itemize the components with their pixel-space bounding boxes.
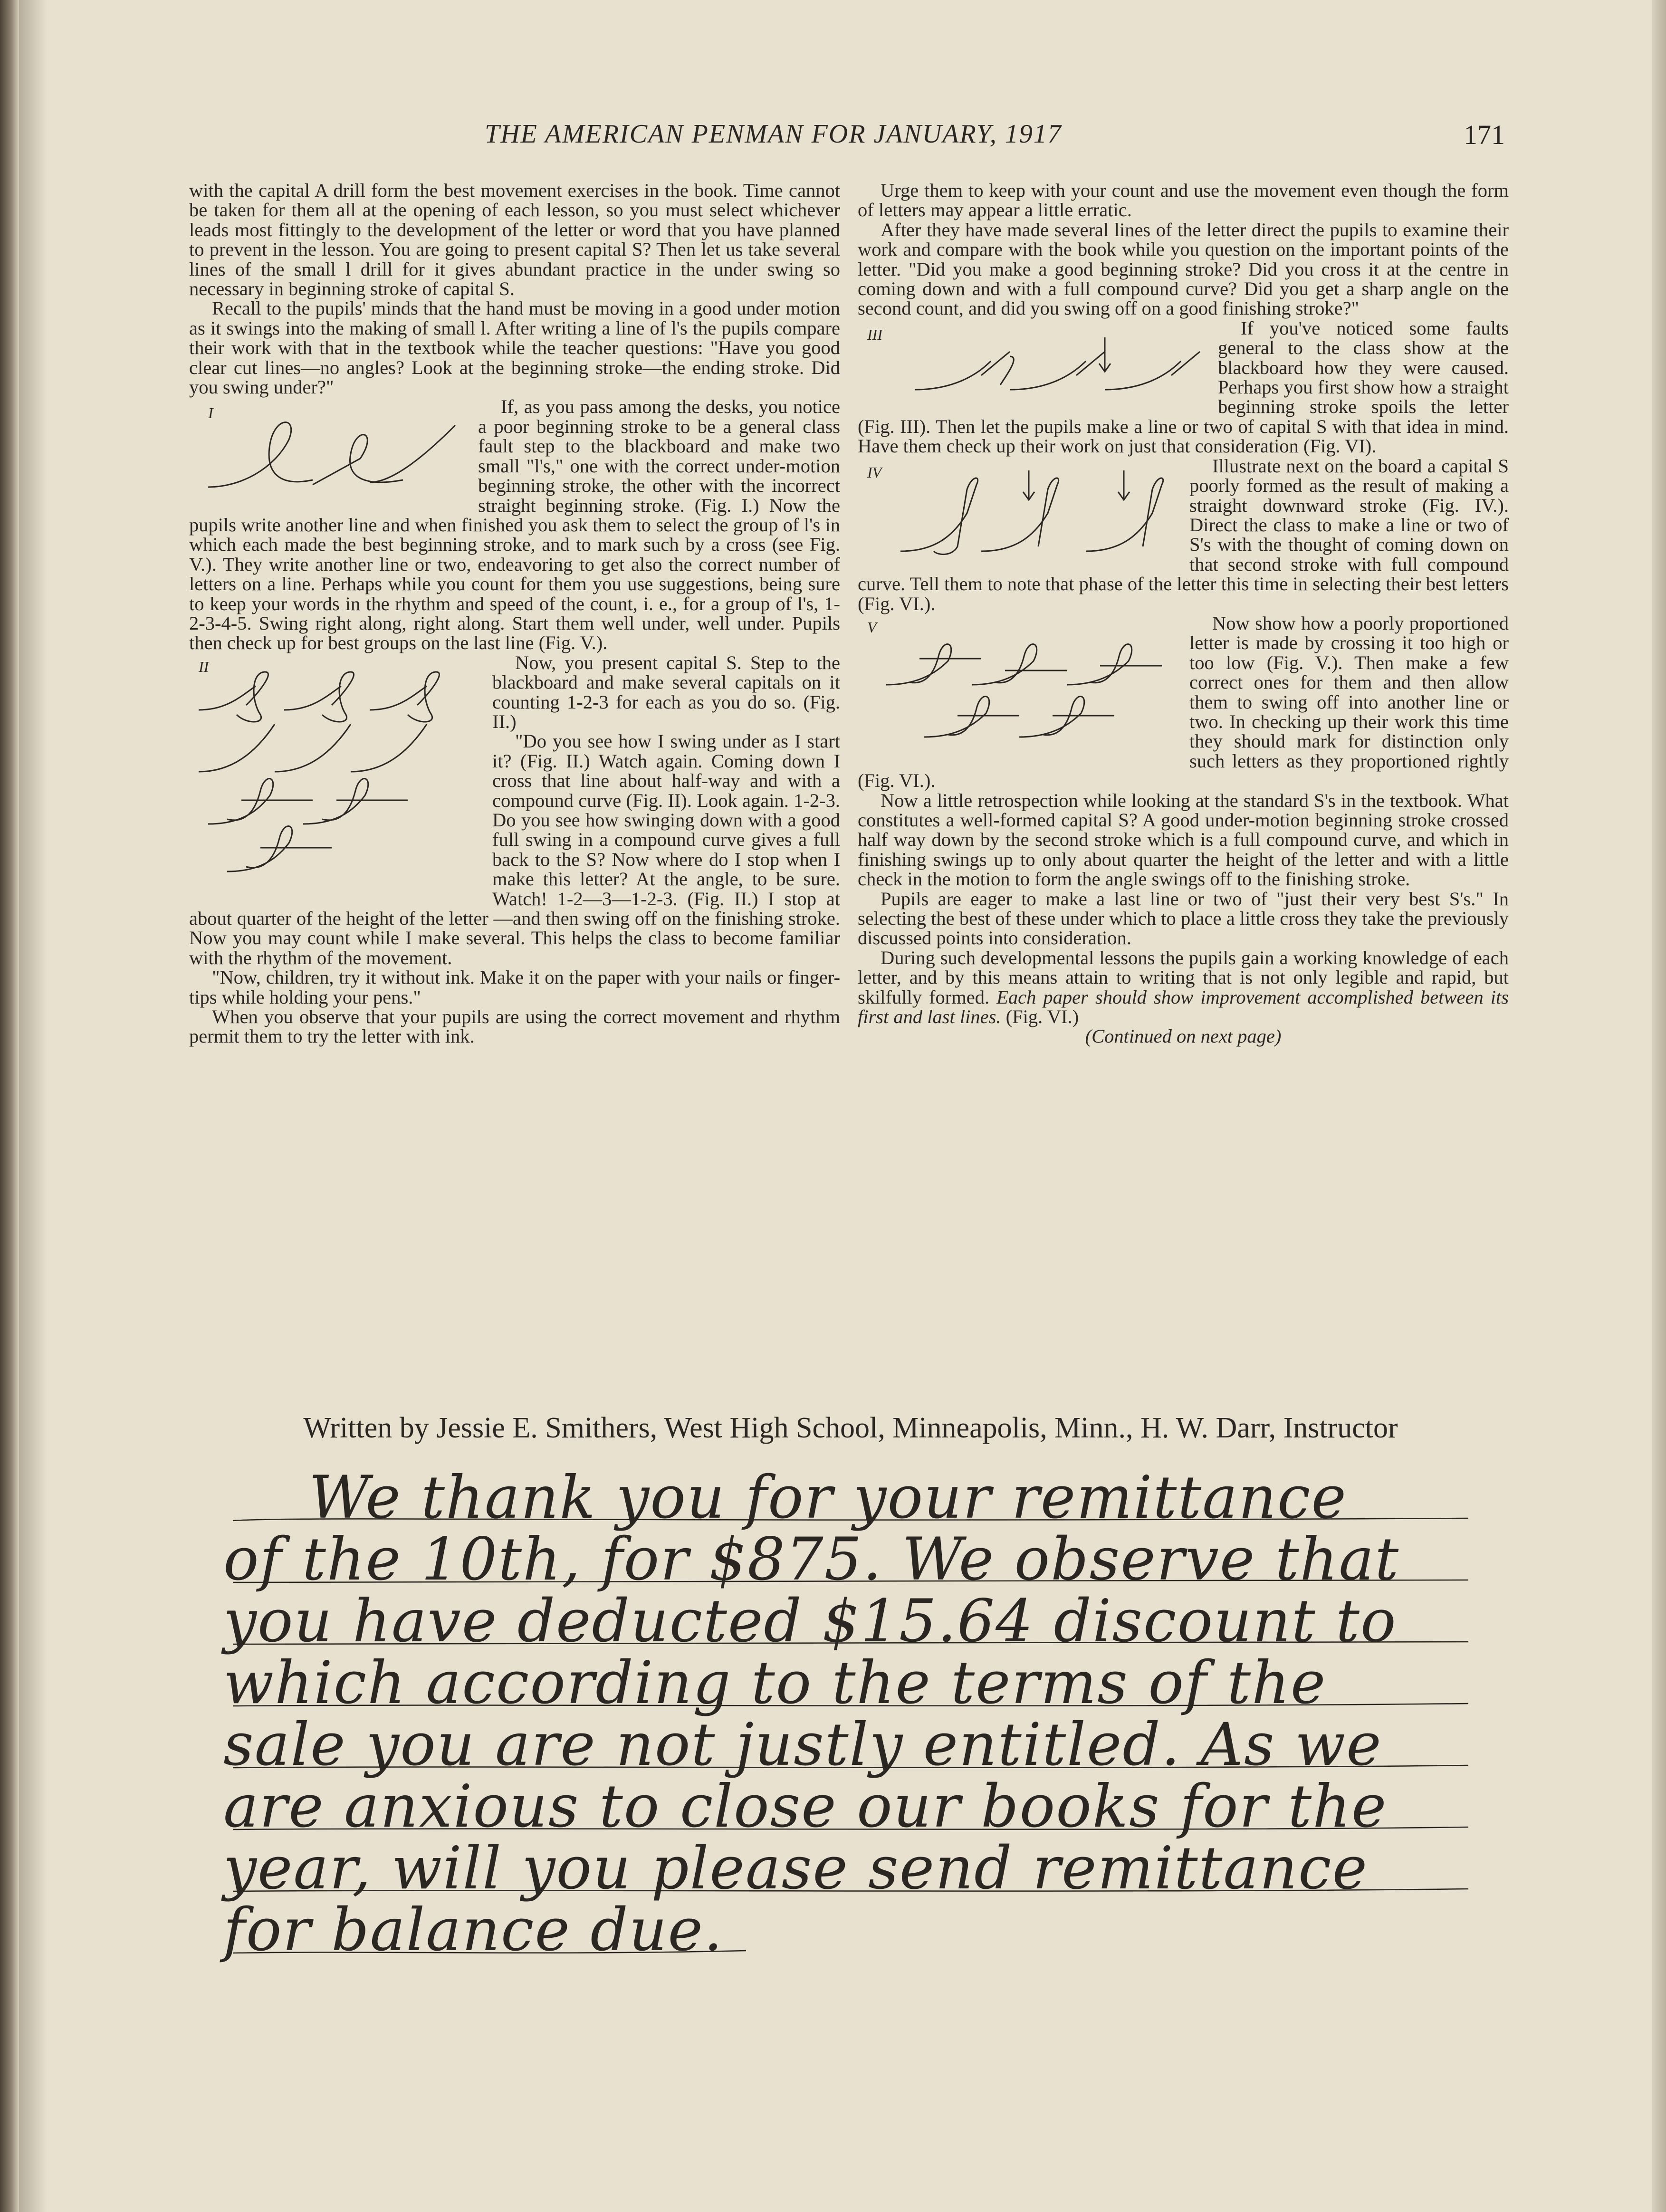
paragraph: "Now, children, try it without ink. Make it on the paper with your nails or finger-tips while holding your pens.": [189, 967, 840, 1008]
paragraph: If you've noticed some faults general to the class show at the blackboard how they were caused. Perhaps you first show how a straight beginning stroke spoils the letter (Fig. III). Then let the pupils make a line or two of capital S with that idea in mind. Have them check up their work on just that consideration (Fig. VI).: [858, 317, 1509, 457]
penmanship-sample: [223, 1464, 1487, 2001]
paragraph: If, as you pass among the desks, you notice a poor beginning stroke to be a general class fault step to the blackboard and make two small "l's," one with the correct under-motion beginning stroke, the other with the incorrect straight beginning stroke. (Fig. I.) Now the pupils write another line and when finished you ask them to select the group of l's in which each made the best beginning stroke, and to mark such by a cross (see Fig. V.). They write another line or two, endeavoring to get also the correct number of letters on a line. Perhaps while you count for them you use suggestions, being sure to keep your words in the rhythm and speed of the count, i. e., for a group of l's, 1-2-3-4-5. Swing right along, right along. Start them well under, well under. Pupils then check up for best groups on the last line (Fig. V.).: [189, 396, 840, 654]
figure-5-drawing: [858, 613, 1181, 751]
paragraph: Now, you present capital S. Step to the blackboard and make several capitals on it counting 1-2-3 for each as you do so. (Fig. II.): [492, 651, 840, 732]
s-poor-2: [981, 478, 1059, 551]
under-swing-strokes: [199, 724, 427, 772]
figure-2: [189, 653, 484, 891]
figure-5: [858, 613, 1181, 751]
figure-1-label: I: [208, 404, 213, 422]
figure-5-label: V: [867, 618, 877, 636]
capital-s-2: [284, 672, 354, 722]
capital-s-crossing-3: [227, 826, 332, 871]
paragraph: Now show how a poorly proportioned letter is made by crossing it too high or too low (Fig. V.). Then make a few correct ones for them and then allow them to swing off into another line or two. In checking up their work this time they should mark for distinction only such letters as they proportioned rightly (Fig. VI.).: [858, 612, 1509, 792]
arrow-down-icon: [1118, 470, 1130, 500]
script-line-3: you have deducted $15.64 discount to: [223, 1587, 1397, 1656]
spine-shadow: [19, 0, 48, 2212]
swing-stroke: [370, 425, 455, 482]
script-line-7: year, will you please send remittance: [223, 1834, 1368, 1903]
figure-4-drawing: [858, 456, 1181, 570]
figure-3: [858, 318, 1209, 413]
capital-s-3: [370, 672, 439, 722]
figure-3-drawing: [858, 318, 1209, 413]
paragraph: [858, 948, 1509, 1027]
s-straight-2: [1010, 352, 1105, 390]
script-line-1: We thank you for your remittance: [309, 1464, 1347, 1532]
figure-2-label: II: [199, 658, 209, 675]
paragraph-text: During such developmental lessons the pupils gain a working knowledge of each letter, and by this means attain to writing that is not only legible and rapid, but skilfully formed.: [858, 947, 1509, 1008]
figure-4-label: IV: [867, 463, 882, 481]
emphasis-text: Each paper should show improvement accomplished between its first and last lines.: [858, 986, 1509, 1028]
author-credit: Written by Jessie E. Smithers, West High School, Minneapolis, Minn., H. W. Darr, Instructor: [303, 1412, 1398, 1444]
book-gutter: [0, 0, 19, 2212]
script-line-5: sale you are not justly entitled. As we: [223, 1711, 1382, 1779]
s-proportion-5: [1019, 696, 1114, 737]
arrow-down-icon: [1023, 470, 1034, 500]
paragraph: When you observe that your pupils are using the correct movement and rhythm permit them to try the letter with ink.: [189, 1006, 840, 1047]
paragraph: with the capital A drill form the best movement exercises in the book. Time cannot be taken for them all at the opening of each lesson, so you must select whichever leads most fittingly to the development of the letter or word that you have planned to prevent in the lesson. You are going to present capital S? Then let us take several lines of the small l drill for it gives abundant practice in the under swing so necessary in beginning stroke of capital S.: [189, 180, 840, 300]
right-column: [858, 181, 1509, 1046]
running-title: THE AMERICAN PENMAN FOR JANUARY, 1917: [485, 119, 1062, 149]
capital-s-crossing-2: [303, 778, 408, 824]
s-proportion-4: [924, 696, 1019, 737]
script-line-8: for balance due.: [223, 1896, 724, 1964]
paragraph: Recall to the pupils' minds that the hand must be moving in a good under motion as it swings into the making of small l. After writing a line of l's the pupils compare their work with that in the textbook while the teacher questions: "Have you good clear cut lines—no angles? Look at the beginning stroke—the ending stroke. Did you swing under?": [189, 297, 840, 398]
s-proportion-1: [886, 644, 981, 684]
s-proportion-2: [972, 644, 1067, 684]
capital-s-1: [199, 672, 268, 722]
paragraph: Now a little retrospection while looking at the standard S's in the textbook. What constitutes a well-formed capital S? A good under-motion beginning stroke crossed half way down by the second stroke which is a full compound curve, and which in finishing swings up to only about quarter the height of the letter and with a little check in the motion to form the angle swings off to the finishing stroke.: [858, 789, 1509, 890]
figure-3-label: III: [867, 326, 882, 343]
continued-note: (Continued on next page): [1085, 1025, 1282, 1047]
page-edge: [1652, 0, 1666, 2212]
script-line-4: which according to the terms of the: [223, 1649, 1327, 1717]
script-line-2: of the 10th, for $875. We observe that: [223, 1525, 1400, 1594]
s-straight-3: [1105, 352, 1200, 390]
paragraph: After they have made several lines of the letter direct the pupils to examine their work and compare with the book while you question on the important points of the letter. "Did you make a good beginning stroke? Did you cross it at the centre in coming down and with a full compound curve? Did you get a sharp angle on the second count, and did you swing off on a good finishing stroke?": [858, 219, 1509, 319]
figure-2-drawing: [189, 653, 484, 891]
paragraph: Urge them to keep with your count and use the movement even though the form of letters may appear a little erratic.: [858, 180, 1509, 221]
figure-4: [858, 456, 1181, 570]
capital-s-crossing-1: [208, 778, 313, 824]
s-proportion-3: [1067, 644, 1162, 684]
left-column: [189, 181, 840, 1046]
paragraph: Pupils are eager to make a last line or two of "just their very best S's." In selecting the best of these under which to place a little cross they take the previously discussed points into consideration.: [858, 888, 1509, 949]
figure-1-drawing: [189, 397, 469, 506]
script-line-6: are anxious to close our books for the: [223, 1772, 1388, 1841]
figure-reference: (Fig. VI.): [1005, 1006, 1079, 1028]
figure-1: [189, 397, 469, 506]
small-l-correct: [208, 422, 313, 487]
s-straight-1: [915, 352, 1014, 390]
paragraph: Illustrate next on the board a capital S poorly formed as the result of making a straight downward stroke (Fig. IV.). Direct the class to make a line or two of S's with the thought of coming down on that second stroke with full compound curve. Tell them to note that phase of the letter this time in selecting their best letters (Fig. VI.).: [858, 455, 1509, 614]
paragraph: "Do you see how I swing under as I start it? (Fig. II.) Watch again. Coming down I cross that line about half-way and with a compound curve (Fig. II). Look again. 1-2-3. Do you see how swinging down with a good full swing in a compound curve gives a full back to the S? Now where do I stop when I make this letter? At the angle, to be sure. Watch! 1-2—3—1-2-3. (Fig. II.) I stop at about quarter of the height of the letter —and then swing off on the finishing stroke. Now you may count while I make several. This helps the class to become familiar with the rhythm of the movement.: [189, 730, 840, 968]
s-poor-1: [900, 478, 978, 555]
page-number: 171: [1464, 119, 1505, 150]
